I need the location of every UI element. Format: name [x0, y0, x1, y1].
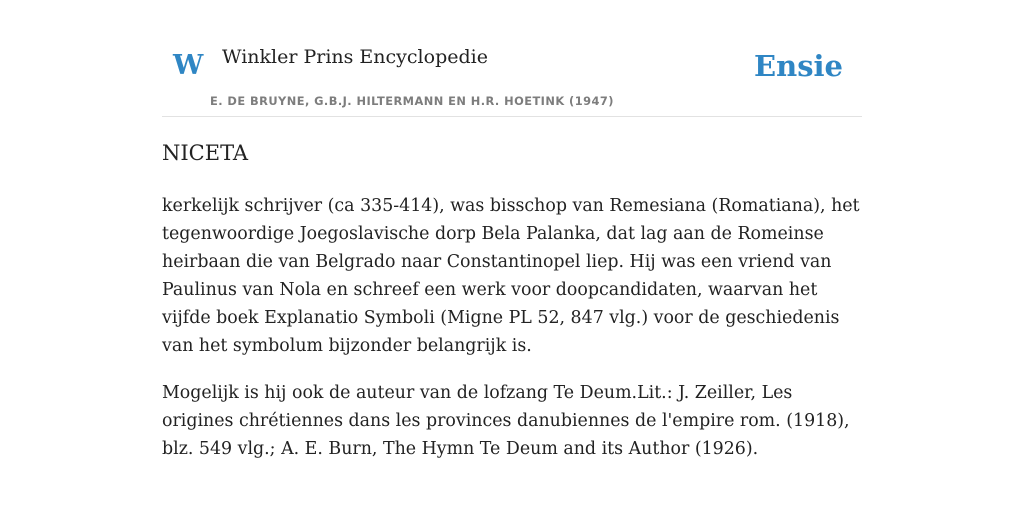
encyclopedia-authors: E. DE BRUYNE, G.B.J. HILTERMANN EN H.R. HOETINK (1947): [210, 94, 614, 108]
article-paragraph: kerkelijk schrijver (ca 335-414), was bisschop van Remesiana (Romatiana), het tegenwoordige Joegoslavische dorp Bela Palanka, dat lag aan de Romeinse heirbaan die van Belgrado naar Constantinopel liep. Hij was een vriend van Paulinus van Nola en schreef een werk voor doopcandidaten, waarvan het vijfde boek Explanatio Symboli (Migne PL 52, 847 vlg.) voor de geschiedenis van het symbolum bijzonder belangrijk is.: [162, 196, 860, 356]
article-body: [162, 192, 862, 482]
article-headword: NICETA: [162, 141, 249, 165]
header: [162, 0, 862, 117]
encyclopedia-title[interactable]: Winkler Prins Encyclopedie: [222, 46, 488, 68]
ensie-logo-link[interactable]: Ensie: [754, 49, 843, 83]
encyclopedia-logo[interactable]: W: [173, 50, 204, 81]
article-paragraph: Mogelijk is hij ook de auteur van de lofzang Te Deum.Lit.: J. Zeiller, Les origines chrétiennes dans les provinces danubiennes de l'empire rom. (1918), blz. 549 vlg.; A. E. Burn, The Hymn Te Deum and its Author (1926).: [162, 383, 850, 459]
